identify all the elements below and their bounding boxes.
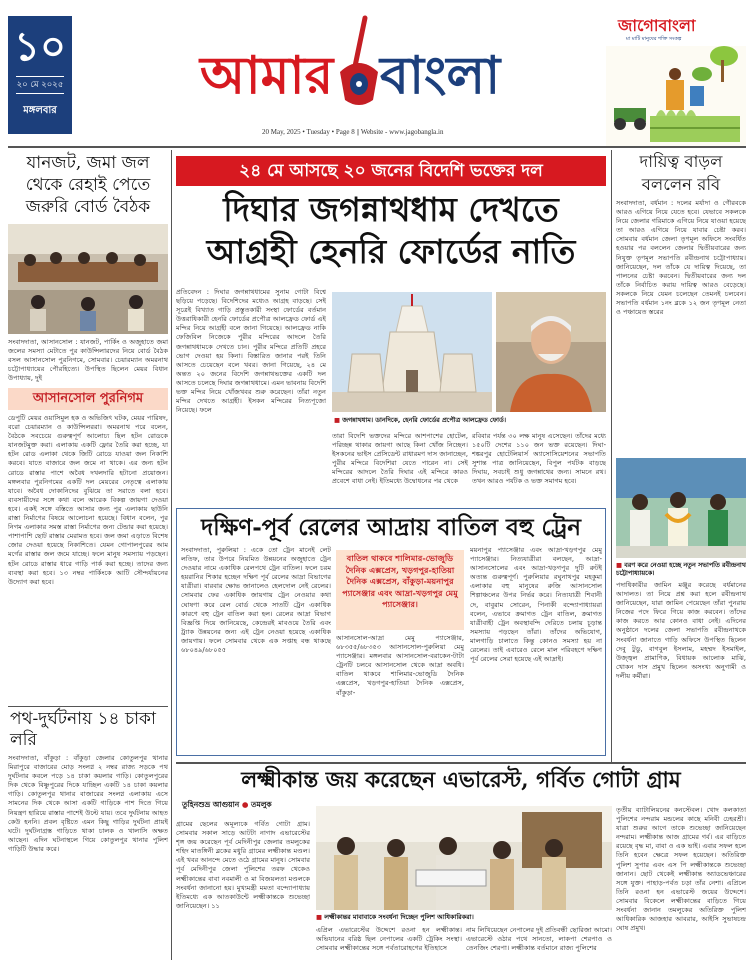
president-felicitation-photo <box>616 458 746 558</box>
page-number-box <box>8 16 72 134</box>
lead-headline-line1: দিঘার জগন্নাথধাম দেখতে <box>223 190 559 229</box>
everest-top-rule <box>176 762 746 764</box>
lead-photo-caption <box>334 416 606 426</box>
byline-place: তমলুক <box>251 800 272 809</box>
everest-body-col1: গ্রামের ছেলের অমূল্যকে গর্বিত গোটা গ্রাম। সোমবার সকাল সাড়ে আটটা নাগাদ এভারেস্টের শৃঙ্গ জয় করেছেন পূর্ব মেদিনীপুর জেলার তমলুকের শহিদ মাতঙ্গিনী ব্লকের মধুরি গ্রামের লক্ষ্মীকান্ত মণ্ডল। এই খবর আনন্দে মেতে ওঠে গ্রামের মানুষ। সোমবার পূর্ব মেদিনীপুর জেলা পুলিশের তরফ থেকেও লক্ষ্মীকান্তের বাবা নবমালী ও মা বিজয়লতা মণ্ডলকে সংবর্ধনা জানানো হয়। মুখ্যমন্ত্রী মমতা বন্দ্যোপাধ্যায় ইতিমধ্যে এক আতকাউন্টে লক্ষ্মীকান্তকে শুভেচ্ছা জানিয়েছেন। ১১ <box>176 820 310 910</box>
everest-photo-caption <box>316 913 612 923</box>
issue-day: মঙ্গলবার <box>23 105 57 116</box>
story-board-meeting-continued: ডেপুটি মেয়র ওয়াসিমুল হক ও অভিজিৎ ঘটক, মেয়র পারিষদ, বরো চেয়ারম্যান ও কাউন্সিলররা। অমরনাথ পরে বলেন, বৈঠকে সবচেয়ে গুরুত্বপূর্ণ আলোচ্য ছিল হটন রোডকে যানজটমুক্ত করা। এলাকায় একটি ফ্লোর তৈরি করা হচ্ছে, যা হটন রোড এলাকা থেকে জিটি রোডে যাওয়া জল নিকাশি করবে। যাতে বাজারে জল জমে না থাকে। এর জন্য হটন রোডে রাস্তার পাশে অবৈধ দখলদারি হটানো প্রয়োজন। মঙ্গলবার পুরনিগমের একটি দল মেয়রের নেতৃত্বে এলাকায় যাবে। অবৈধ দোকানিদের বুঝিয়ে তা সরাতে বলা হবে। ব্যবসায়ীদের সঙ্গে কথা বলে আরেক বিকল্প জায়গা দেওয়া হবে। একই সঙ্গে বস্তিতে আসার জন্য পুর এলাকায় ছাউনি রাস্তা নির্মাণের বিষয়ে আলোচনা হয়েছে। বিধান বলেন, পুর নিগম এলাকার সমস্ত রাস্তা নির্মাণের জন্য টেন্ডার করা হয়েছে। পাশাপাশি ছোট রাস্তার মেরামত হবে। জল জমা এড়াতে বিশেষ জোর দেওয়া হয়েছে নিকাশিতে। যেমন গোপালপুরের আম মর্গের রাস্তার জল জমে যাচ্ছে। ফলে মানুষ সমস্যায় পড়ছেন। হটন রোডে রাস্তার ধারে গাড়ি পার্ক করা হচ্ছে। তাদের জন্য ব্যবস্থা করা হবে। ১৩ নম্বর পার্কিংকে আটি সৌন্দর্যায়নের উদ্যোগ করা হবে। <box>8 414 168 586</box>
caption-marker-icon: ■ <box>616 561 625 569</box>
rail-highlight-box <box>336 550 464 630</box>
masthead-title-right: বাংলা <box>380 45 501 106</box>
story-lorry-body: সংবাদদাতা, বাঁকুড়া : বাঁকুড়া জেলার কোতুলপুর থানার মিরাপুরে বাজারের মোড় সংলগ্ন ২ নম্বর রাজ্য সড়কে পথ দুর্ঘটনার কবলে পড়ে ১৪ চাকা কয়লার গাড়ি। কোতুলপুরের দিক থেকে বিষ্ণুপুরের দিকে যাচ্ছিল একটি ১৪ চাকা কয়লার গাড়ি। কোতুলপুর থানার বাজারের সংলগ্ন এলাকায় এসে সামনের দিক থেকে আসা একটি গাড়িকে পাশ দিতে গিয়ে নিয়ন্ত্রণ হারিয়ে রাস্তার পাশেই উল্টে যায়। তবে দুর্ঘটনায় আহত কেউ হননি। প্রবল বৃষ্টিতে এমন কিছু গাড়ির দুর্ঘটনা প্রায়ই ঘটে। দুর্ঘটনাগ্রস্ত গাড়িতে থাকা চালক ও খালাসি অক্ষত আছেন। এদিন ঘটনাস্থলে গিয়ে কোতুলপুর থানার পুলিশ গাড়িটি উদ্ধার করে। <box>8 754 168 853</box>
asansol-subhead: আসানসোল পুরনিগম <box>8 388 168 410</box>
everest-body-col2: এপ্রিল এভারেস্টের উদ্দেশে রওনা হন লক্ষ্মীকান্ত। অভিযানের বরিষ্ঠ ছিল নেপালের একটি ট্রেকিং সংস্থা। সোমবার লক্ষ্মীকান্তের সঙ্গে পর্বতারোহণের ইতিহাসে <box>316 926 462 953</box>
brand-block <box>606 16 746 146</box>
rail-body-col1: সংবাদদাতা, পুরুলিয়া : একে তো ট্রেন মানেই লেট লতিফ, তার উপরে নিয়মিত উন্নয়নের অজুহাতে ট্রেন দেওয়ার নামে একাধিক রেলপথে ট্রেন বাতিল। ফলে চরম হয়রানির শিকার হচ্ছেন দক্ষিণ পূর্ব রেলের আদ্রা বিভাগের যাত্রীরা। বারবার ক্ষোভ জানালেও হেলদোল নেই রেলের। সোমবার ফের একাধিক জায়গায় ট্রেন নেওয়ার কথা ঘোষণা করে রেল বোর্ড থেকে সাতটি ট্রেন একাধিক কারণে বহু ট্রেন বাতিল করা হল। রেলের আদ্রা বিভাগ বিজ্ঞপ্তি দিয়ে জানিয়েছে, কেন্দ্রেরই মাবওয়ে তৈরি এবং ট্র্যাক উন্নয়নের জন্য এই ট্রেন নেওয়া হয়েছে একাধিক জায়গায়। ফলে সোমবার থেকে এক সপ্তাহ বন্ধ থাকছে ৬৮০৪৯/৬৮০৫৫ <box>181 546 331 655</box>
left-column-divider <box>171 150 172 960</box>
jagannath-temple-photo <box>332 292 492 412</box>
alfred-ford-photo <box>496 292 606 412</box>
right-photo-caption <box>616 561 746 578</box>
farm-illustration-icon <box>606 46 746 146</box>
brand-tagline: মা মাটি মানুষের শক্তি সংকল্প <box>626 36 682 42</box>
rail-headline: দক্ষিণ-পূর্ব রেলের আদ্রায় বাতিল বহু ট্রেন <box>201 514 581 541</box>
everest-headline: লক্ষ্মীকান্ত জয় করেছেন এভারেস্ট, গর্বিত গোটা গ্রাম <box>241 768 681 793</box>
right-story-headline: দায়িত্ব বাড়ল বললেন রবি <box>639 152 723 194</box>
story-lorry-headline: পথ-দুর্ঘটনায় ১৪ চাকা লরি <box>10 709 156 750</box>
page-number: ১০ <box>14 23 66 70</box>
rail-highlight-text: বাতিল থাকবে শালিমার-ভোজুডি দৈনিক এক্সপ্রেস, খড়গপুর-হাতিয়া দৈনিক এক্সপ্রেস, বাঁকুড়া-ময়নাপুর প্যাসেঞ্জার এবং আদ্রা-খড়গপুর মেমু প্যাসেঞ্জার। <box>342 553 458 609</box>
rail-body-col3: ময়নাপুর প্যাসেঞ্জার এবং আদ্রা-খড়গপুর মেমু প্যাসেঞ্জার। নিত্যযাত্রীরা বলছেন, আদ্রা-আসানসোলের এবং আদ্রা-খড়গপুর দুটি রুটই অত্যন্ত গুরুত্বপূর্ণ। পুরুলিয়ার রঘুনাথপুর মহকুমা এলাকার বহু মানুষের রুজি আসানসোল শিল্পাঞ্চলের উপর নির্ভর করে। নিত্যযাত্রী শিবানী দে, বাবুরাম সোরেন, পিনাকী বন্দ্যোপাধ্যায়রা বলেন, এভাবে ক্রমাগত ট্রেন বাতিল, ক্রমাগত যাত্রীবাহী ট্রেন অবস্থাবন্দি দেরিতে চলায় চূড়ান্ত সমস্যায় পড়ছেন তাঁরা। তাঁদের অভিযোগ, মালগাড়ি চালাতে কিন্তু কোনও সমস্যা হয় না রেলের। তাই এবারেও রেলে মাল পরিবহণে দক্ষিণ পূর্ব রেলের সেরা হয়েছে এই আদ্রাই। <box>470 546 602 664</box>
byline-author: তুহিনশুভ্র আগুয়ান <box>182 800 240 809</box>
everest-felicitation-photo <box>316 806 612 910</box>
masthead-dateline: 20 May, 2025 • Tuesday • Page 8 || Website - www.jagobangla.in <box>262 128 444 136</box>
board-meeting-photo <box>8 224 168 334</box>
right-story-body2: পদাধিকারীর জামিন মঞ্জুর করেছে বর্ধমানের আদালত। তা নিয়ে প্রশ্ন করা হলে রবীন্দ্রনাথ জানিয়েছেন, যারা জামিন পেয়েছেন তাঁরা পুনরায় নিজের পদে ফিরে গিয়ে কাজ করবেন। তাঁদের কাজ করতে আর কোনও বাধা নেই। এদিনের অনুষ্ঠানে দলের জেলা সভাপতি রবীন্দ্রনাথকে সংবর্ধনা জানাতে গাড়ি অফিসে উপস্থিত ছিলেন দেবু টুডু, বাগবুল ইসলাম, মহম্মদ ইসমাইল, উজ্জ্বল প্রামাণিক, বিধায়ক আলোক মাঝি, খোকন দাস প্রমুখ ছিলেন অসংখ্য অনুগামী ও দলীয় কর্মীরা। <box>616 581 746 680</box>
rail-body-col2: আসানসোল-আদ্রা মেমু প্যাসেঞ্জার, ৬৮৩৫৫/৬৮৩৫৩ আসানসোল-পুরুলিয়া মেমু প্যাসেঞ্জার। মঙ্গলবার আসানসোল-বরাকেন-টাটা ট্রেনটি চলবে আসানসোল থেকে আদ্রা অবধি। বাতিল থাকবে শালিমার-ভোজুডি দৈনিক এক্সপ্রেস, খড়গপুর-হাতিয়া দৈনিক এক্সপ্রেস, বাঁকুড়া- <box>336 634 464 697</box>
ektara-icon <box>335 14 383 114</box>
lead-photo-caption-text: জগন্নাথধাম। ডানদিকে, হেনরি ফোর্ডের প্রপৌত্র আলফ্রেড ফোর্ড। <box>342 416 507 424</box>
lead-body-col3: রবিবার পর্যন্ত ৩০ লক্ষ মানুষ এসেছেন। তাঁদের মধ্যে ১৫০টি দেশের ১১০ জন ভক্ত রয়েছেন। দিঘা-শঙ্করপুর হোটেলিয়ার্স অ্যাসোসিয়েশনের সভাপতি সুশান্ত পাত্র জানিয়েছেন, বিপুল পর্যটক বাড়ছে দিঘায়, সবচাই শুধু জগন্নাথের জন্য। সামনে রথ। তখন আরও পর্যটক ও ভক্ত সমাগম হবে। <box>472 432 606 486</box>
lead-body-col1: প্রতিবেদন : দিঘার জগন্নাথধামের সুনাম গোটা বিশ্বে ছড়িয়ে পড়েছে। বিদেশিদের মধ্যেও আগ্রহ বাড়ছে। সেই সূত্রেই বিখ্যাত গাড়ি প্রস্তুতকারী সংস্থা ফোর্ডের বর্তমান উত্তরাধিকারী হেনরি ফোর্ডের প্রপৌত্র আলফ্রেড ফোর্ড এই মন্দির নিয়ে আগ্রহী বলে জানা গিয়েছে। আলফ্রেড নাকি ফেজিবিল নিজেকে পুরীর মন্দিরের আদলে তৈরি জগন্নাথধামকে দেখতে চান। পুরীর মন্দিরে প্রতিটি প্রহরে ভোগ দেওয়া হয় কিনা। বিস্তারিত জানার পরই তিনি আসতে চেয়েছেন বলে খবর। জানা গিয়েছে, ২৪ মে অন্তত ২০ জনের বিদেশি জগন্নাথভক্তের একটি দল আসতে চলেছে দিঘার জগন্নাথধামে। এমন ভাবনায় বিদেশি ভক্ত মন্দির নিয়ে খোঁজখবর শুরু করেছেন। তাঁরা নতুন মন্দির দেখতে আগ্রহী। ইসকন মন্দিরের নিত্যপূজো নিয়েছে। ফলে <box>176 288 326 415</box>
brand-name: জাগোবাংলা <box>618 16 696 35</box>
right-column-divider <box>611 150 612 762</box>
everest-photo-caption-text: লক্ষ্মীকান্তর মাবাবাকে সংবর্ধনা দিচ্ছেন পুলিশ আধিকারিকরা। <box>324 913 474 921</box>
masthead-logo <box>200 14 515 114</box>
story-board-meeting-headline: যানজট, জমা জল থেকে রেহাই পেতে জরুরি বোর্ড বৈঠক <box>25 153 151 217</box>
lead-kicker: ২৪ মে আসছে ২০ জনের বিদেশি ভক্তের দল <box>176 156 606 186</box>
issue-date: ২০ মে ২০২৫ <box>16 76 64 94</box>
masthead-title-left: আমার <box>200 45 334 106</box>
everest-body-col3: নাম লিখিয়েছেন নেপালের দুই প্রতিবন্ধী ছোরিজা আমো। এভারেস্টে ওঠার পথে সানতো, লাকপা শেরপাও ও তেনজিং শেরপা। লক্ষ্মীকান্ত বর্তমানে রাজ্য পুলিশের <box>466 926 612 953</box>
right-column <box>616 150 746 762</box>
right-story-body1: সংবাদদাতা, বর্ধমান : দলের মর্যাদা ও গৌরবকে আরও এগিয়ে নিয়ে যেতে হবে। যেভাবে সকলকে নিয়ে জেলার গরিমাকে এগিয়ে নিয়ে যাওয়া হয়েছে তা আরও এগিয়ে নিয়ে যাবার চেষ্টা করব। সোমবার বর্ধমান জেলা তৃণমূল অফিসে সংবর্ধিত হওয়ার পর বললেন জেলার দ্বিতীয়বারের জন্য নিযুক্ত তৃণমূল সভাপতি রবীন্দ্রনাথ চট্টোপাধ্যায়। জানিয়েছেন, দল তাঁকে যে দায়িত্ব দিয়েছে, তা পালনের চেষ্টা করবেন। দ্বিতীয়বারের জন্য দল তাঁকে নির্বাচিত করায় দায়িত্ব আরও বেড়েছে। সকলকে নিয়ে যেমন চলেছেন তেমনই চলবেন। সভাপতি বর্ধমান ১নং ব্লকে ১২ জন তৃণমূল নেতা ও পঞ্চায়েত স্তরের <box>616 199 746 317</box>
everest-body-col4: তৃতীয় ব্যাটালিয়নের কনস্টেবল। খোদ কলকাতা পুলিশের নন্দরাম মন্ডলের কাছে মনিবী ঢেহরশ্রী। যাত্রা শুরুর আগে তাকে শুভেচ্ছা জানিয়েছেন নন্দরাম। লক্ষ্মীকান্ত আজ গ্রামের গর্ব। এর বাড়িতে রয়েছে বৃদ্ধ মা, বাবা ও এক ভাই। এবার সফল হলে তিনি হবেন ক্ষেত্রে সফল হয়েছেন। অতিরিক্ত পুলিশ সুপার এবং এস পি লক্ষ্মীকান্তকে শুভেচ্ছা জানান। ছোট থেকেই লক্ষ্মীকান্ত অ্যাডভেঞ্চারের সঙ্গে যুক্ত। পাহাড়-পর্বত চড়া তাঁর নেশা। এপ্রিলে তিনি রওনা হন এভারেস্ট জয়ের উদ্দেশে। সোমবার বিকেলে লক্ষ্মীকান্তের বাড়িতে গিয়ে সংবর্ধনা জানান তমলুকের অতিরিক্ত পুলিশ আধিকারিক আজহার আবরার, আইসি সুভাষচন্দ্র ঘোষ প্রমুখ। <box>616 806 746 933</box>
left-column <box>8 150 168 962</box>
caption-marker-icon: ■ <box>334 416 343 424</box>
masthead-rule <box>8 146 746 148</box>
story-board-meeting-body: সংবাদদাতা, আসানসোল : যানজট, পার্কিং ও অজুহাতে জমা জলের সমস্যা মেটাতে পুর কাউন্সিলারদের নিয়ে বোর্ড বৈঠক বসল আসানসোল পুরনিগমে, সোমবার। চেয়ারম্যান অমরনাথ চট্টোপাধ্যায়ের পৌরহিত্যে। উপস্থিত ছিলেন মেয়র বিধান উপাধ্যায়, দুই <box>8 338 168 383</box>
lead-body-col2: তারা বিদেশি ভক্তদের মন্দিরে আশপাশের হোটেল, পরিচ্ছন্ন থাকার জায়গা আছে কিনা খোঁজ নিচ্ছেন। ইসকনের ভাইস প্রেসিডেন্ট রাধারমণ দাস জানাচ্ছেন, পুরীর মন্দিরে বিদেশিরা যেতে পারেন না। সেই মন্দিরের আদলে তৈরি দিঘার এই মন্দিরে কারও প্রবেশে বাধা নেই। ইতিমধ্যে উদ্বোধনের পর থেকে <box>332 432 468 486</box>
right-photo-caption-text: বরণ করে নেওয়া হচ্ছে নতুন সভাপতি রবীন্দ্রনাথ চট্টোপাধ্যায়কে। <box>616 561 746 577</box>
caption-marker-icon: ■ <box>316 913 325 921</box>
lead-headline-line2: আগ্রহী হেনরি ফোর্ডের নাতি <box>206 232 576 271</box>
byline-dot-icon: ● <box>241 800 252 809</box>
